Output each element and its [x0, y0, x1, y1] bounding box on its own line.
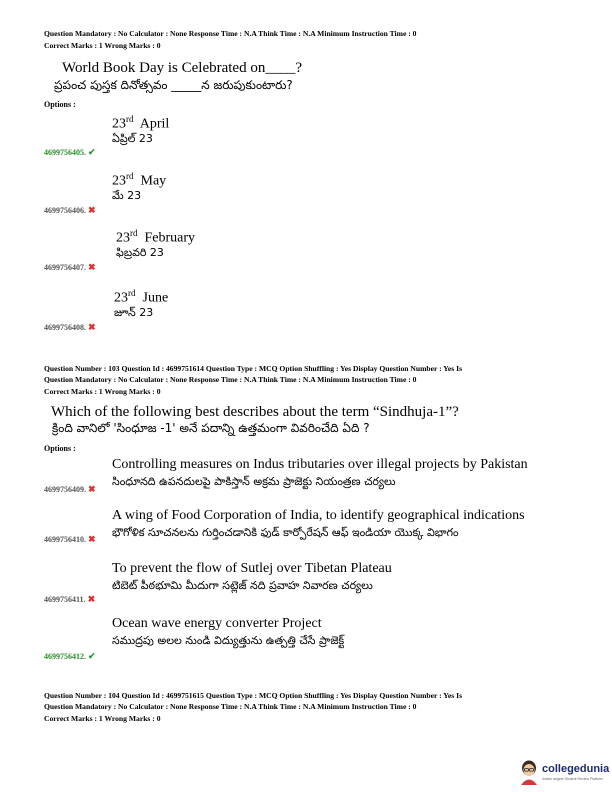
q1-option-2-id: 4699756406. ✖: [44, 205, 96, 215]
cross-icon: ✖: [87, 594, 96, 604]
q1-option-1-te: ఏప్రిల్ 23: [112, 132, 153, 145]
q1-question-en: World Book Day is Celebrated on____?: [62, 60, 302, 76]
check-icon: ✔: [88, 651, 96, 661]
cross-icon: ✖: [88, 262, 96, 272]
q1-question-te: ప్రపంచ పుస్తక దినోత్సవం _____న జరుపుకుంటారు?: [54, 78, 293, 92]
cross-icon: ✖: [88, 484, 96, 494]
q2-option-3-id: 4699756411. ✖: [44, 594, 96, 604]
q2-option-3-en: To prevent the flow of Sutlej over Tibetan Plateau: [112, 561, 392, 576]
q2-option-2-en: A wing of Food Corporation of India, to identify geographical indications: [112, 508, 525, 523]
logo-name: collegedunia: [542, 763, 610, 775]
q1-option-2-en: 23rd May: [112, 171, 167, 189]
collegedunia-logo: [518, 757, 610, 789]
q1-option-3-te: ఫిబ్రవరి 23: [116, 246, 164, 259]
student-avatar-icon: [518, 759, 540, 785]
q1-option-4-en: 23rd June: [114, 288, 169, 306]
q2-option-2-te: భౌగోళిక సూచనలను గుర్తించడానికి ఫుడ్ కార్పోరేషన్ ఆఫ్ ఇండియా యొక్క విభాగం: [112, 526, 459, 539]
q2-meta-line-1: Question Mandatory : No Calculator : None Response Time : N.A Think Time : N.A Minimum Instruction Time : 0: [44, 375, 417, 384]
check-icon: ✔: [88, 147, 96, 157]
cross-icon: ✖: [88, 322, 96, 332]
q1-option-4-te: జూన్ 23: [114, 306, 154, 319]
q2-option-4-en: Ocean wave energy converter Project: [112, 616, 322, 631]
q3-meta-line-0: Question Number : 104 Question Id : 4699751615 Question Type : MCQ Option Shuffling : Yes Display Question Number : Yes Is: [44, 691, 463, 700]
q2-question-te: క్రింది వానిలో 'సింధూజ -1' అనే పదాన్ని ఉత్తమంగా వివరించేది ఏది ?: [52, 421, 370, 435]
q1-option-3-en: 23rd February: [116, 228, 196, 246]
q1-marks-line: Correct Marks : 1 Wrong Marks : 0: [44, 41, 161, 50]
q2-question-en: Which of the following best describes about the term “Sindhuja-1”?: [51, 404, 459, 420]
q1-option-4-id: 4699756408. ✖: [44, 322, 96, 332]
q2-option-1-te: సింధూనది ఉపనదులపై పాకిస్తాన్ అక్రమ ప్రాజెక్టు నియంత్రణ చర్యలు: [112, 475, 396, 488]
q2-meta-line-0: Question Number : 103 Question Id : 4699751614 Question Type : MCQ Option Shuffling : Yes Display Question Number : Yes Is: [44, 364, 463, 373]
cross-icon: ✖: [88, 534, 96, 544]
q1-meta-line: Question Mandatory : No Calculator : None Response Time : N.A Think Time : N.A Minimum Instruction Time : 0: [44, 29, 417, 38]
q3-meta-line-1: Question Mandatory : No Calculator : None Response Time : N.A Think Time : N.A Minimum Instruction Time : 0: [44, 702, 417, 711]
q2-options-label: Options :: [44, 444, 76, 453]
q2-option-2-id: 4699756410. ✖: [44, 534, 96, 544]
q2-option-4-id: 4699756412. ✔: [44, 651, 96, 661]
logo-tagline: India's largest Student Review Platform: [542, 777, 603, 781]
q2-option-1-id: 4699756409. ✖: [44, 484, 96, 494]
q3-marks-line: Correct Marks : 1 Wrong Marks : 0: [44, 714, 161, 723]
cross-icon: ✖: [88, 205, 96, 215]
q1-options-label: Options :: [44, 100, 76, 109]
q2-option-3-te: టిబెట్ పీఠభూమి మీదుగా సట్లెజ్ నది ప్రవాహ నివారణ చర్యలు: [112, 579, 373, 592]
q1-option-1-en: 23rd April: [112, 114, 170, 132]
q1-option-2-te: మే 23: [112, 189, 142, 202]
q1-option-1-id: 4699756405. ✔: [44, 147, 96, 157]
q2-marks-line: Correct Marks : 1 Wrong Marks : 0: [44, 387, 161, 396]
q1-option-3-id: 4699756407. ✖: [44, 262, 96, 272]
q2-option-1-en: Controlling measures on Indus tributaries over illegal projects by Pakistan: [112, 457, 528, 472]
q2-option-4-te: సముద్రపు అలల నుండి విద్యుత్తును ఉత్పత్తి చేసే ప్రాజెక్ట్: [112, 634, 345, 647]
